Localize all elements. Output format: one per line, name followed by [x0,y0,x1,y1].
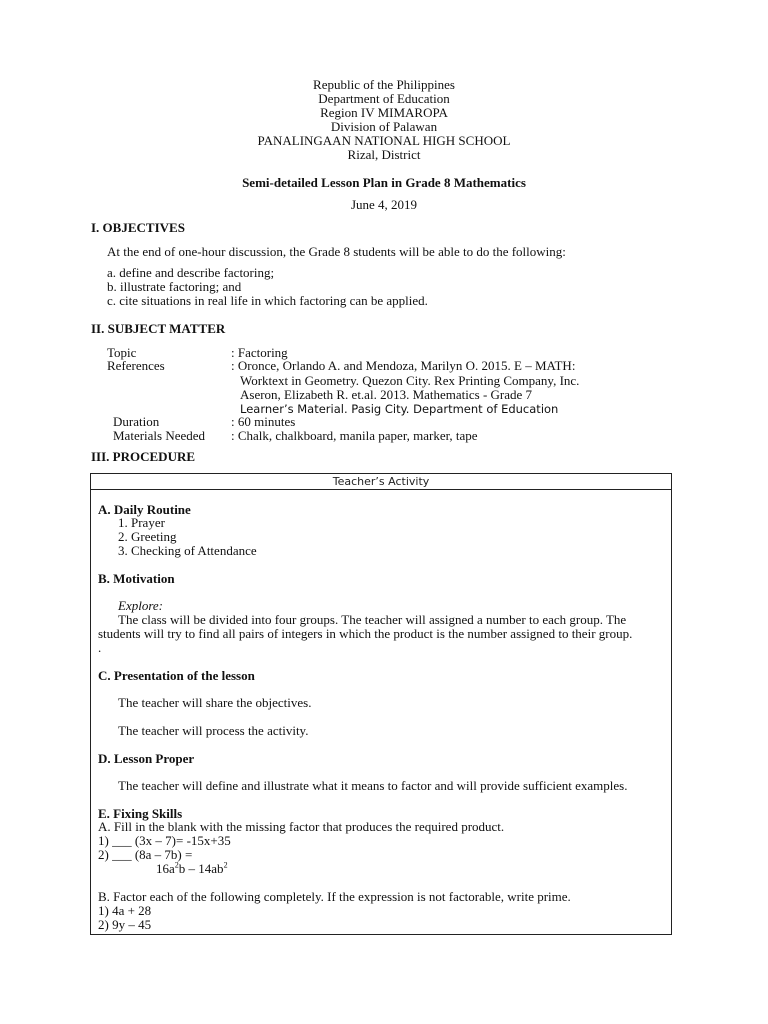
header-line: Republic of the Philippines [313,77,455,92]
subject-matter-heading: II. SUBJECT MATTER [91,321,226,336]
materials-label: Materials Needed [113,428,206,443]
lesson-date: June 4, 2019 [350,197,418,212]
fixing-skills-item: 1) 4a + 28 [98,903,152,918]
references-label: References [107,358,165,373]
table-header-teachers-activity: Teacher’s Activity [91,474,671,490]
header-line: Region IV MIMAROPA [320,105,448,120]
materials-value: : Chalk, chalkboard, manila paper, marker, tape [231,428,478,443]
duration-label: Duration [113,414,160,429]
presentation-text: The teacher will process the activity. [118,723,309,738]
reference-line: Worktext in Geometry. Quezon City. Rex Printing Company, Inc. [240,373,580,388]
objective-item: b. illustrate factoring; and [107,279,242,294]
presentation-text: The teacher will share the objectives. [118,695,312,710]
explore-label: Explore: [118,598,163,613]
reference-line: : Oronce, Orlando A. and Mendoza, Marilyn O. 2015. E – MATH: [231,358,576,373]
routine-item: 1. Prayer [118,515,165,530]
procedure-heading: III. PROCEDURE [91,449,196,464]
objective-item: a. define and describe factoring; [107,265,275,280]
result-exponent: 2 [223,860,228,870]
result-exponent: 2 [174,860,179,870]
fixing-skills-instruction: A. Fill in the blank with the missing factor that produces the required product. [98,819,505,834]
result-part: b – 14ab [178,861,224,876]
lesson-plan-title: Semi-detailed Lesson Plan in Grade 8 Mathematics [242,175,526,190]
result-part: 16a [156,861,175,876]
presentation-heading: C. Presentation of the lesson [98,668,255,683]
routine-item: 3. Checking of Attendance [118,543,257,558]
objectives-heading: I. OBJECTIVES [91,220,185,235]
duration-value: : 60 minutes [231,414,296,429]
school-header [0,78,768,162]
topic-value: : Factoring [231,345,288,360]
objectives-list [107,266,428,308]
motivation-text: students will try to find all pairs of integers in which the product is the number assigned to their group. [98,626,633,641]
procedure-table [90,473,672,935]
fixing-skills-result [156,862,228,876]
reference-line: Learner’s Material. Pasig City. Department of Education [240,402,559,416]
fixing-skills-heading: E. Fixing Skills [98,806,183,821]
lesson-proper-text: The teacher will define and illustrate what it means to factor and will provide sufficient examples. [118,778,628,793]
topic-label: Topic [107,345,137,360]
fixing-skills-instruction: B. Factor each of the following completely. If the expression is not factorable, write prime. [98,889,571,904]
lesson-proper-heading: D. Lesson Proper [98,751,195,766]
reference-line: Aseron, Elizabeth R. et.al. 2013. Mathematics - Grade 7 [240,387,533,402]
fixing-skills-item: 2) 9y – 45 [98,917,152,932]
header-line: Department of Education [318,91,450,106]
fixing-skills-item: 1) ___ (3x – 7)= -15x+35 [98,833,231,848]
fixing-skills-item: 2) ___ (8a – 7b) = [98,847,193,862]
motivation-heading: B. Motivation [98,571,175,586]
header-line: PANALINGAAN NATIONAL HIGH SCHOOL [257,133,511,148]
objective-item: c. cite situations in real life in which factoring can be applied. [107,293,428,308]
objectives-intro: At the end of one-hour discussion, the Grade 8 students will be able to do the following: [107,244,566,259]
daily-routine-heading: A. Daily Routine [98,502,191,517]
motivation-text: The class will be divided into four groups. The teacher will assigned a number to each group. The [118,612,627,627]
header-line: Division of Palawan [330,119,438,134]
routine-item: 2. Greeting [118,529,177,544]
header-line: Rizal, District [347,147,421,162]
motivation-text: . [98,640,102,655]
